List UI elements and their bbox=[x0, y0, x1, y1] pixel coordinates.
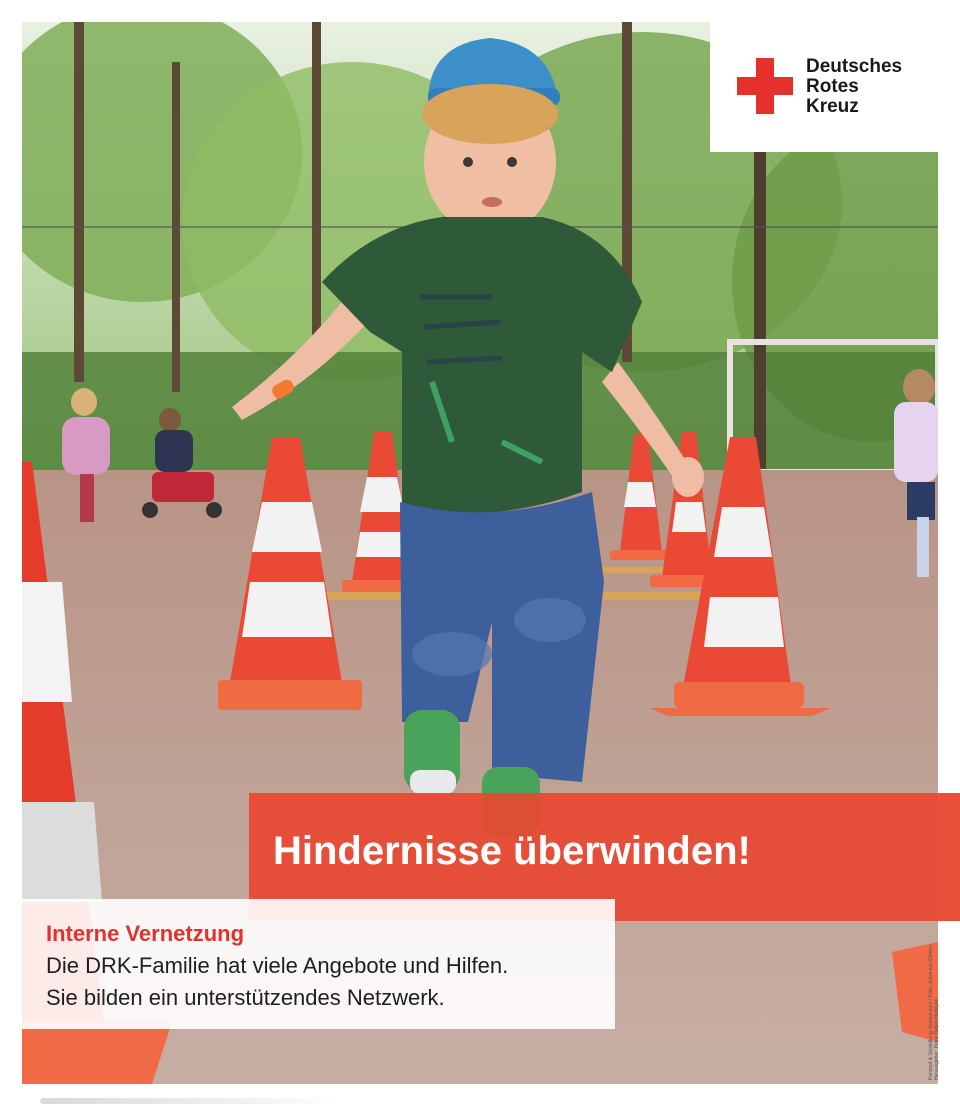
drk-logo bbox=[710, 22, 938, 152]
photo-credit bbox=[928, 930, 940, 1080]
credit-line-1: Konzept & Gestaltung: ikonum.com / Foto: Julian van Dieken bbox=[928, 945, 934, 1080]
info-title: Interne Vernetzung bbox=[46, 921, 245, 946]
info-text-line-1: Die DRK-Familie hat viele Angebote und Hilfen. bbox=[46, 953, 509, 978]
headline: Hindernisse überwinden! bbox=[273, 829, 751, 873]
logo-wordmark bbox=[806, 57, 902, 117]
red-cross-icon bbox=[737, 58, 793, 114]
logo-line-2: Rotes bbox=[806, 76, 859, 97]
info-box bbox=[22, 899, 615, 1029]
logo-line-1: Deutsches bbox=[806, 56, 903, 77]
footer-print-mark bbox=[40, 1098, 340, 1104]
info-text-line-2: Sie bilden ein unterstützendes Netzwerk. bbox=[46, 985, 445, 1010]
credit-line-2: Herausgeber: Petra Tietjen-Hedayati bbox=[934, 998, 940, 1080]
headline-banner-edge bbox=[938, 793, 960, 921]
logo-line-3: Kreuz bbox=[806, 96, 859, 117]
